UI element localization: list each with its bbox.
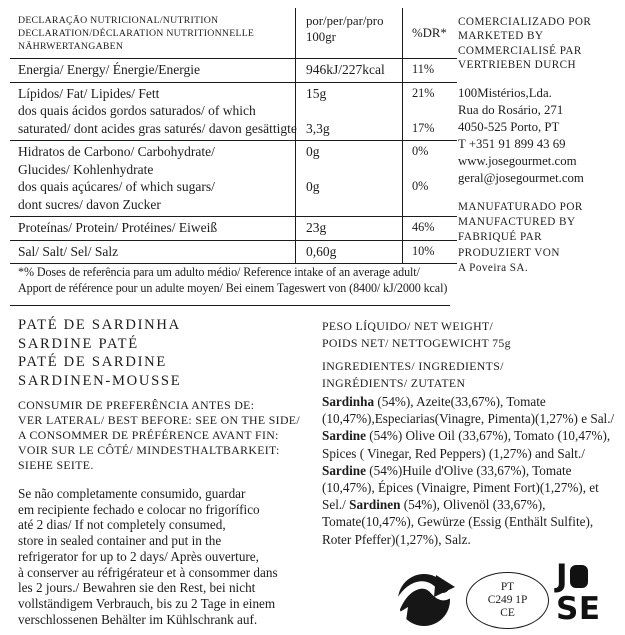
text-line: Energia/ Energy/ Énergie/Energie	[18, 62, 200, 77]
table-cell	[10, 83, 295, 141]
text-line: PT	[500, 580, 515, 593]
text-line: 21%	[412, 85, 435, 100]
table-cell	[403, 217, 457, 240]
ingredients-heading	[322, 358, 504, 391]
text-line: VER LATERAL/ BEST BEFORE: SEE ON THE SIDE/	[18, 413, 300, 427]
text-line: 10%	[412, 243, 435, 258]
text-line: Proteínas/ Protein/ Protéines/ Eiweiß	[18, 220, 218, 235]
net-weight-block	[322, 318, 511, 351]
distributor-address	[458, 85, 623, 187]
table-cell	[295, 83, 403, 141]
green-dot-recycling-icon	[392, 567, 456, 631]
ingredient-segment: Sardine	[322, 462, 366, 478]
table-row	[10, 241, 457, 265]
logo-letters-se: SE	[556, 591, 601, 627]
text-line	[306, 196, 398, 214]
best-before-block	[18, 398, 300, 473]
text-line: 0g	[306, 144, 320, 159]
text-line: SARDINEN-MOUSSE	[18, 372, 182, 389]
text-line: 0g	[306, 179, 320, 194]
header-declaration	[10, 8, 295, 58]
text-line: 46%	[412, 220, 435, 234]
text-line: VOIR SUR LE CÔTÉ/ MINDESTHALTBARKEIT:	[18, 443, 280, 457]
table-cell	[403, 83, 457, 141]
table-cell	[10, 217, 295, 240]
text-line: Rua do Rosário, 271	[458, 102, 564, 117]
text-line: COMMERCIALISÉ PAR	[458, 44, 582, 57]
text-line: PATÉ DE SARDINHA	[18, 317, 181, 333]
text-line: PATÉ DE SARDINE	[18, 354, 168, 371]
header-per-100g	[295, 8, 403, 58]
text-line: Sal/ Salt/ Sel/ Salz	[18, 243, 119, 259]
text-line: dont sucres/ davon Zucker	[18, 196, 161, 212]
text-line: NÄHRWERTANGABEN	[18, 41, 124, 52]
text-line: 0%	[412, 144, 429, 158]
text-line: 100Mistérios,Lda.	[458, 85, 552, 100]
text-line: 0,60g	[306, 243, 337, 259]
logo-row-top	[556, 560, 601, 593]
text-line	[412, 102, 453, 120]
text-line: 0%	[412, 179, 429, 193]
table-cell	[403, 241, 457, 264]
text-line: les 2 jours./ Bewahren sie den Rest, bei nicht	[18, 580, 256, 596]
text-line	[306, 102, 398, 120]
text-line: 4050-525 Porto, PT	[458, 119, 560, 134]
percent-dr-label: %DR*	[412, 26, 447, 40]
table-row	[10, 141, 457, 217]
text-line: INGRÉDIENTS/ ZUTATEN	[322, 375, 466, 390]
ingredient-segment: (54%)Huile d'Olive (33,67%), Tomate (10,47%), Épices (Vinaigre, Piment Fort)(1,27%), et Sel./	[322, 462, 599, 513]
text-line: A Poveira SA.	[458, 261, 529, 274]
text-line: COMERCIALIZADO POR	[458, 16, 592, 28]
text-line: 3,3g	[306, 120, 330, 136]
table-cell	[10, 59, 295, 82]
text-line: dos quais ácidos gordos saturados/ of which	[18, 103, 256, 118]
text-line: vollständigem Verbrauch, bis zu 2 Tage in einem	[18, 595, 276, 611]
text-line: *% Doses de referência para um adulto médio/ Reference intake of an average adult/	[18, 265, 420, 279]
manufactured-by-block	[458, 200, 623, 276]
text-line: CONSUMIR DE PREFERÊNCIA ANTES DE:	[18, 398, 255, 412]
text-line	[412, 161, 453, 179]
table-cell	[10, 141, 295, 216]
nutrition-table-body	[10, 59, 457, 264]
text-line: SIEHE SEITE.	[18, 458, 94, 472]
text-line: MANUFACTURED BY	[458, 215, 576, 228]
table-row	[10, 59, 457, 83]
ingredient-segment: Sardine	[322, 428, 366, 444]
text-line: FABRIQUÉ PAR	[458, 231, 543, 244]
ingredient-segment: (54%), Azeite(33,67%), Tomate (10,47%),Especiarias(Vinagre, Pimenta)(1,27%) e Sal./	[322, 394, 615, 427]
nutrition-table-header	[10, 8, 457, 59]
text-line: 11%	[412, 62, 435, 76]
text-line: até 2 dias/ If not completely consumed,	[18, 517, 226, 533]
distributor-info	[458, 15, 623, 276]
ce-approval-oval	[466, 572, 549, 629]
text-line: MANUFATURADO POR	[458, 200, 583, 213]
text-line: INGREDIENTES/ INGREDIENTS/	[322, 359, 504, 373]
table-cell	[295, 241, 403, 264]
table-cell	[295, 141, 403, 216]
text-line: store in sealed container and put in the	[18, 533, 222, 549]
nutrition-table	[10, 8, 457, 264]
text-line: dos quais açúcares/ of which sugars/	[18, 179, 215, 194]
text-line: geral@josegourmet.com	[458, 170, 584, 185]
text-line: PRODUZIERT VON	[458, 246, 560, 259]
table-row	[10, 83, 457, 142]
text-line	[306, 161, 398, 179]
logo-letter-j: J	[556, 558, 569, 594]
text-line: 17%	[412, 120, 435, 135]
text-line: em recipiente fechado e colocar no frigorífico	[18, 501, 260, 517]
product-title	[18, 316, 181, 390]
text-line: por/per/par/pro	[306, 14, 384, 28]
text-line: VERTRIEBEN DURCH	[458, 59, 577, 72]
text-line: refrigerator for up to 2 days/ Après ouverture,	[18, 548, 259, 564]
text-line: PESO LÍQUIDO/ NET WEIGHT/	[322, 319, 494, 333]
text-line: 946kJ/227kcal	[306, 62, 385, 77]
text-line: SARDINE PATÉ	[18, 335, 139, 352]
text-line: www.josegourmet.com	[458, 153, 577, 168]
storage-instructions	[18, 486, 278, 627]
table-row	[10, 217, 457, 241]
ingredient-segment: Sardinha	[322, 394, 375, 409]
text-line: POIDS NET/ NETTOGEWICHT 75g	[322, 335, 511, 350]
text-line: DECLARATION/DÉCLARATION NUTRITIONNELLE	[18, 28, 255, 39]
section-divider	[10, 305, 450, 306]
text-line: verschlossenen Behälter im Kühlschrank auf.	[18, 611, 258, 627]
text-line: Glucides/ Kohlenhydrate	[18, 161, 154, 177]
text-line: Hidratos de Carbono/ Carbohydrate/	[18, 144, 215, 159]
ingredient-segment: (54%), Olivenöl (33,67%), Tomate(10,47%), Gewürze (Essig (Enthält Sulfite), Roter Pfeffer)(1,27%), Salz.	[322, 497, 594, 547]
table-cell	[295, 217, 403, 240]
ingredients-list	[322, 393, 625, 548]
text-line: saturated/ dont acides gras saturés/ davon gesättigte	[18, 120, 297, 136]
table-cell	[10, 241, 295, 264]
marketed-by-heading	[458, 15, 623, 73]
text-line: A CONSOMMER DE PRÉFÉRENCE AVANT FIN:	[18, 428, 279, 442]
text-line: CE	[500, 607, 515, 620]
logo-row-bottom	[556, 593, 601, 626]
logo-letter-o-block	[570, 565, 588, 588]
text-line: T +351 91 899 43 69	[458, 136, 566, 151]
text-line: Apport de référence pour un adulte moyen/ Bei einem Tageswert von (8400/ kJ/2000 kcal)	[18, 280, 448, 295]
text-line: DECLARAÇÃO NUTRICIONAL/NUTRITION	[18, 15, 219, 26]
text-line: 23g	[306, 220, 327, 235]
reference-intake-footnote	[18, 265, 448, 296]
ingredient-segment: Sardinen	[349, 497, 401, 513]
text-line: Lípidos/ Fat/ Lipides/ Fett	[18, 85, 160, 101]
table-cell	[403, 59, 457, 82]
jose-gourmet-logo	[556, 560, 601, 626]
text-line: 100gr	[306, 29, 336, 44]
text-line: C249 1P	[487, 593, 528, 606]
table-cell	[295, 59, 403, 82]
text-line: MARKETED BY	[458, 30, 544, 43]
header-percent-dr	[403, 8, 457, 58]
ingredient-segment: (54%) Olive Oil (33,67%), Tomato (10,47%), Spices ( Vinegar, Red Peppers) (1,27%) and Salt./	[322, 428, 611, 461]
table-cell	[403, 141, 457, 216]
text-line: Se não completamente consumido, guardar	[18, 486, 246, 501]
text-line: 15g	[306, 85, 327, 101]
text-line	[412, 196, 453, 214]
text-line: à conserver au réfrigérateur et à consommer dans	[18, 564, 278, 580]
